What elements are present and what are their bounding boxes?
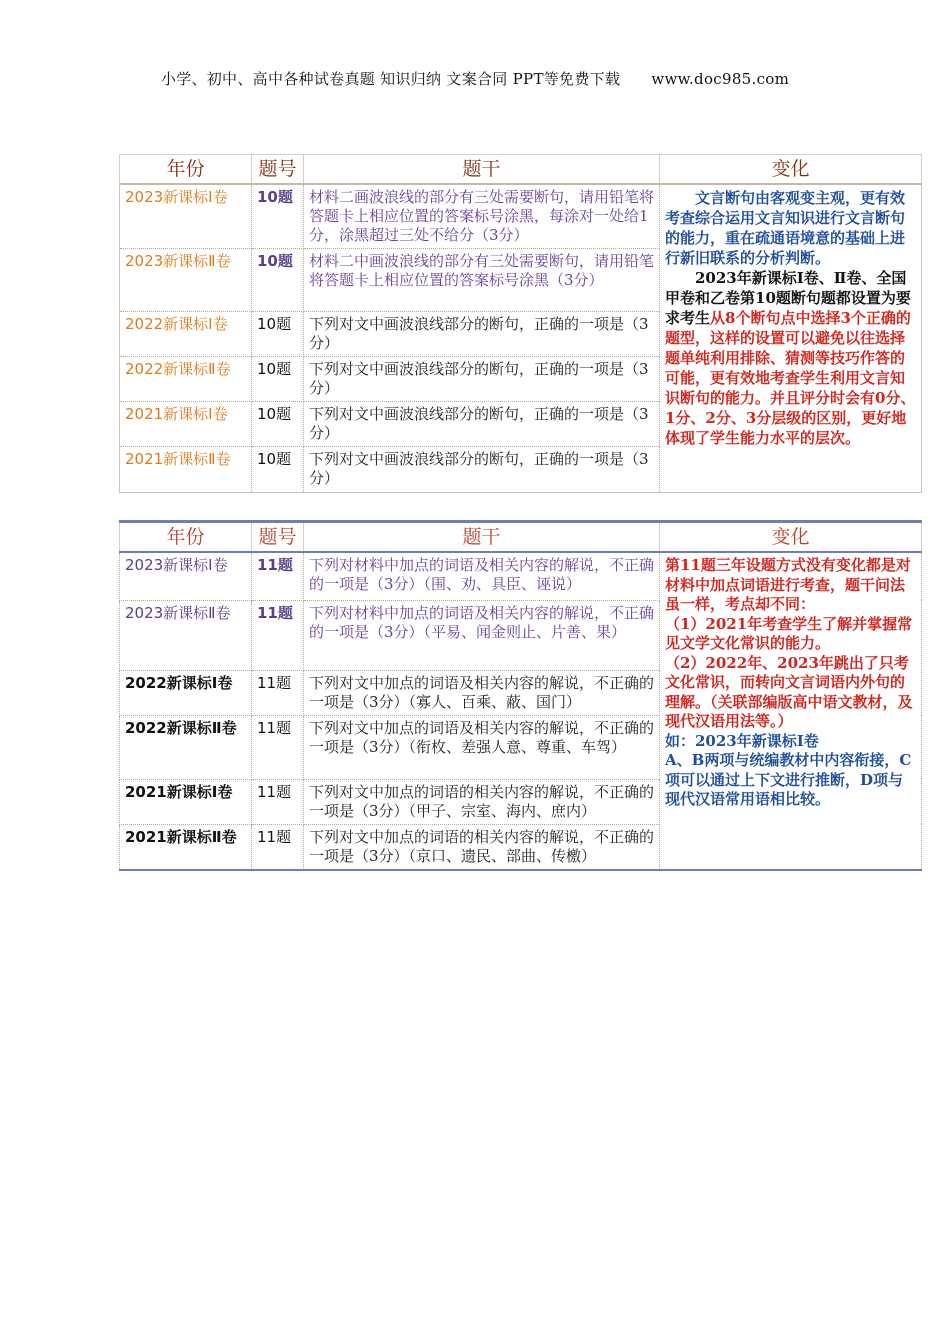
header-year: 年份: [120, 155, 252, 185]
header-stem: 题干: [304, 155, 660, 185]
year-cell: 2021新课标Ⅱ卷: [120, 824, 252, 870]
header-num: 题号: [252, 155, 304, 185]
change-cell: [660, 552, 922, 870]
num-cell: 10题: [252, 312, 304, 357]
num-cell: 11题: [252, 552, 304, 600]
num-cell: 11题: [252, 824, 304, 870]
year-cell: 2022新课标Ⅱ卷: [120, 715, 252, 779]
num-cell: 10题: [252, 184, 304, 249]
change-paragraph: （1）2021年考查学生了解并掌握常见文学文化常识的能力。: [665, 614, 913, 652]
change-cell: [660, 184, 922, 493]
num-cell: 10题: [252, 357, 304, 402]
num-cell: 11题: [252, 670, 304, 715]
change-red-text: 从8个断句点中选择3个正确的题型，这样的设置可以避免以往选择题单纯利用排除、猜测等技巧作答的可能，更有效地考查学生利用文言知识断句的能力。并且评分时会有0分、1分、2分、3分层级的区别，更好地体现了学生能力水平的层次。: [665, 309, 916, 447]
change-paragraph: （2）2022年、2023年跳出了只考文化常识，而转向文言词语内外句的理解。（关联部编版高中语文教材，及现代汉语用法等。）: [665, 653, 913, 730]
num-cell: 10题: [252, 447, 304, 493]
stem-cell: 下列对文中加点的词语及相关内容的解说，不正确的一项是（3分）（衔枚、差强人意、尊重、车驾）: [304, 715, 660, 779]
stem-cell: 下列对文中加点的词语及相关内容的解说，不正确的一项是（3分）（寡人、百乘、蔽、国门）: [304, 670, 660, 715]
num-cell: 11题: [252, 779, 304, 824]
year-cell: 2022新课标Ⅱ卷: [120, 357, 252, 402]
year-cell: 2022新课标Ⅰ卷: [120, 670, 252, 715]
year-cell: 2023新课标Ⅱ卷: [120, 600, 252, 670]
stem-cell: 下列对文中加点的词语的相关内容的解说，不正确的一项是（3分）（京口、遗民、部曲、传檄）: [304, 824, 660, 870]
year-cell: 2021新课标Ⅱ卷: [120, 447, 252, 493]
page-header: [0, 68, 950, 89]
table-header-row: [120, 155, 922, 185]
header-change: 变化: [660, 155, 922, 185]
year-cell: 2022新课标Ⅰ卷: [120, 312, 252, 357]
table-word-explanation: [119, 520, 922, 871]
num-cell: 10题: [252, 249, 304, 312]
num-cell: 11题: [252, 715, 304, 779]
stem-cell: 材料二画波浪线的部分有三处需要断句，请用铅笔将答题卡上相应位置的答案标号涂黑，每涂对一处给1分，涂黑超过三处不给分（3分）: [304, 184, 660, 249]
stem-cell: 下列对材料中加点的词语及相关内容的解说，不正确的一项是（3分）（围、劝、具臣、诬说）: [304, 552, 660, 600]
change-paragraph: 如：2023年新课标Ⅰ卷: [665, 731, 819, 750]
year-cell: 2023新课标Ⅰ卷: [120, 184, 252, 249]
stem-cell: 下列对材料中加点的词语及相关内容的解说，不正确的一项是（3分）（平易、闻金则止、片善、果）: [304, 600, 660, 670]
change-paragraph: A、B两项与统编教材中内容衔接，C项可以通过上下文进行推断，D项与现代汉语常用语相比较。: [665, 751, 912, 808]
header-year: 年份: [120, 522, 252, 553]
header-change: 变化: [660, 522, 922, 553]
stem-cell: 下列对文中画波浪线部分的断句，正确的一项是（3分）: [304, 447, 660, 493]
num-cell: 10题: [252, 402, 304, 447]
table-row: [120, 184, 922, 249]
stem-cell: 材料二中画波浪线的部分有三处需要断句，请用铅笔将答题卡上相应位置的答案标号涂黑（3分）: [304, 249, 660, 312]
stem-cell: 下列对文中画波浪线部分的断句，正确的一项是（3分）: [304, 402, 660, 447]
change-paragraph: 第11题三年设题方式没有变化都是对材料中加点词语进行考查，题干问法虽一样，考点却不同：: [665, 556, 911, 613]
year-cell: 2023新课标Ⅰ卷: [120, 552, 252, 600]
year-cell: 2021新课标Ⅰ卷: [120, 779, 252, 824]
stem-cell: 下列对文中画波浪线部分的断句，正确的一项是（3分）: [304, 312, 660, 357]
table-header-row: [120, 522, 922, 553]
stem-cell: 下列对文中画波浪线部分的断句，正确的一项是（3分）: [304, 357, 660, 402]
change-paragraph: [665, 268, 916, 448]
table-row: [120, 552, 922, 600]
header-num: 题号: [252, 522, 304, 553]
table-sentence-breaking: [119, 154, 922, 493]
header-url[interactable]: www.doc985.com: [651, 70, 790, 88]
num-cell: 11题: [252, 600, 304, 670]
change-paragraph: 文言断句由客观变主观，更有效考查综合运用文言知识进行文言断句的能力，重在疏通语境意的基础上进行新旧联系的分析判断。: [665, 189, 906, 267]
header-text: 小学、初中、高中各种试卷真题 知识归纳 文案合同 PPT等免费下载: [160, 70, 621, 88]
change-black-text: 2023年新课标Ⅰ卷、Ⅱ卷、全国甲卷和乙卷第10题断句题都设置为要求考生: [665, 269, 911, 327]
year-cell: 2023新课标Ⅱ卷: [120, 249, 252, 312]
header-stem: 题干: [304, 522, 660, 553]
year-cell: 2021新课标Ⅰ卷: [120, 402, 252, 447]
stem-cell: 下列对文中加点的词语的相关内容的解说，不正确的一项是（3分）（甲子、宗室、海内、庶内）: [304, 779, 660, 824]
